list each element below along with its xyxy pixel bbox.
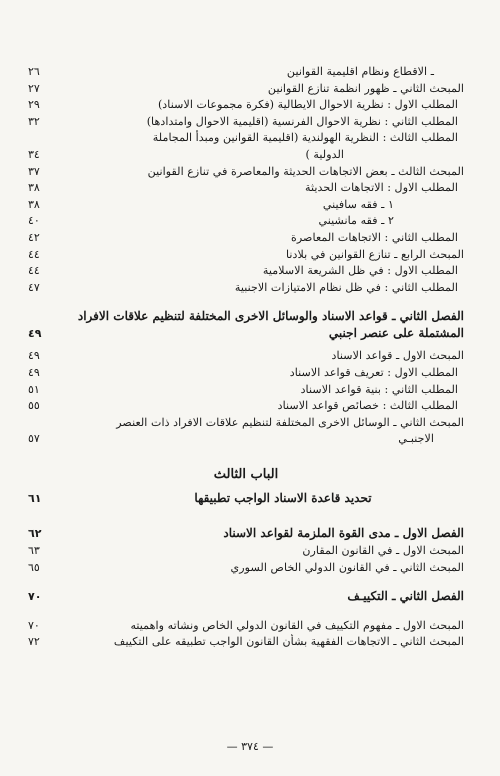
toc-entry [28,147,464,164]
toc-entry-page: ٣٢ [28,114,40,128]
toc-entry-page: ٣٨ [28,197,40,211]
toc-entry-page: ٥١ [28,382,40,396]
toc-entry-title: المطلب الاول : الاتجاهات الحديثة [304,181,458,195]
toc-entry-title: المطلب الاول : تعريف قواعد الاسناد [289,365,458,379]
toc-entry [28,97,464,114]
toc-entry [28,81,464,98]
toc-entry-title: المطلب الثاني : نظرية الاحوال الفرنسية (اقليمية الاحوال وامتدادها) [146,114,458,128]
part-subtitle-row [28,490,464,508]
page-number: — ٣٧٤ — [226,740,274,753]
toc-entry [28,197,464,214]
toc-entry [28,543,464,560]
toc-entry-title: الدولية ) [305,147,344,161]
toc-chapter-page: ٤٩ [28,327,42,341]
toc-chapter-title: الفصل الاول ـ مدى القوة الملزمة لقواعد الاسناد [223,526,464,541]
toc-entry [28,415,464,432]
toc-entry [28,398,464,415]
toc-entry-title: المبحث الرابع ـ تنازع القوانين في بلادنا [285,247,464,261]
toc-entry-page: ٤٠ [28,214,40,228]
toc-entry-title: المطلب الثاني : بنية قواعد الاسناد [300,382,458,396]
toc-entry-title: المبحث الثاني ـ ظهور انظمة تنازع القوانين [267,81,464,95]
toc-entry-title: المطلب الثاني : في ظل نظام الامتيازات الاجنبية [234,280,458,294]
toc-entry [28,348,464,365]
toc-entry [28,382,464,399]
part-heading: الباب الثالث [213,466,279,482]
toc-entry-page: ٤٤ [28,247,40,261]
toc-entry [28,280,464,297]
toc-entry-title: المطلب الاول : نظرية الاحوال الايطالية (فكرة مجموعات الاسناد) [157,98,458,112]
toc-entry [28,618,464,635]
toc-entry-page: ٥٧ [28,432,40,446]
toc-entry [28,130,464,147]
toc-entry-page: ٢٧ [28,81,40,95]
toc-entry-page: ٤٩ [28,365,40,379]
toc-entry-title: الاجنبـي [398,432,434,446]
toc-entry-page: ٣٨ [28,181,40,195]
toc-section-2 [28,348,464,448]
toc-entry [28,164,464,181]
part-subtitle: تحديد قاعدة الاسناد الواجب تطبيقها [194,490,372,505]
toc-chapter-3-1 [28,525,464,543]
toc-entry-title: المطلب الثالث : النظرية الهولندية (اقليمية القوانين ومبدأ المجاملة [152,131,458,145]
toc-entry [28,560,464,577]
toc-entry-title: المبحث الثاني ـ في القانون الدولي الخاص السوري [230,560,464,574]
toc-entry-title: المبحث الاول ـ مفهوم التكييف في القانون الدولي الخاص ونشاته واهميته [130,618,464,632]
toc-entry-page: ٥٥ [28,399,40,413]
toc-entry [28,180,464,197]
toc-entry-title: المبحث الثاني ـ الوسائل الاخرى المختلفة لتنظيم علاقات الافراد ذات العنصر [116,415,464,429]
toc-entry [28,247,464,264]
toc-entry-page: ٢٦ [28,65,40,78]
toc-entry-title: ـ الاقطاع ونظام اقليمية القوانين [286,65,434,78]
toc-entry [28,263,464,280]
toc-entry [28,365,464,382]
toc-chapter-title: الفصل الثاني ـ قواعد الاسناد والوسائل الاخرى المختلفة لتنظيم علاقات الافراد المشتملة على عنصر اجنبي [77,309,464,341]
toc-entry-title: المبحث الثاني ـ الاتجاهات الفقهية بشأن القانون الواجب تطبيقه على التكييف [113,635,464,649]
toc-entry-page: ٧٢ [28,635,40,649]
toc-entry [28,213,464,230]
toc-entry-title: المطلب الثالث : خصائص قواعد الاسناد [277,399,458,413]
toc-section-3 [28,543,464,576]
toc-chapter-title: الفصل الثاني ـ التكييـف [347,589,464,604]
toc-entry-page: ٣٤ [28,147,40,161]
toc-entry-page: ٢٩ [28,98,40,112]
toc-entry [28,634,464,651]
toc-entry-title: المبحث الثالث ـ بعض الاتجاهات الحديثة والمعاصرة في تنازع القوانين [147,164,464,178]
toc-entry-page: ٤٧ [28,280,40,294]
toc-entry-title: المطلب الثاني : الاتجاهات المعاصرة [291,230,458,244]
toc-entry-page: ٧٠ [28,618,40,632]
toc-entry-page: ٣٧ [28,164,40,178]
part-subtitle-page: ٦١ [28,491,42,505]
table-of-contents [28,64,464,651]
toc-entry-title: ١ ـ فقه سافيني [322,197,394,211]
toc-entry-title: المبحث الاول ـ في القانون المقارن [302,544,464,558]
toc-section-1 [28,64,464,296]
toc-entry-page: ٤٢ [28,230,40,244]
toc-section-4 [28,618,464,651]
toc-chapter-3-2 [28,588,464,606]
toc-entry-title: ٢ ـ فقه مانشيني [318,214,394,228]
toc-entry [28,230,464,247]
toc-chapter-page: ٦٢ [28,527,42,541]
toc-entry-title: المطلب الاول : في ظل الشريعة الاسلامية [262,264,458,278]
toc-chapter-2 [28,308,464,342]
toc-entry [28,114,464,131]
toc-entry-page: ٤٩ [28,349,40,363]
toc-entry-page: ٦٣ [28,544,40,558]
toc-entry [28,431,464,448]
toc-chapter-page: ٧٠ [28,590,42,604]
toc-entry-page: ٦٥ [28,560,40,574]
toc-entry-title: المبحث الاول ـ قواعد الاسناد [331,349,464,363]
toc-entry-page: ٤٤ [28,264,40,278]
toc-entry [28,64,464,81]
